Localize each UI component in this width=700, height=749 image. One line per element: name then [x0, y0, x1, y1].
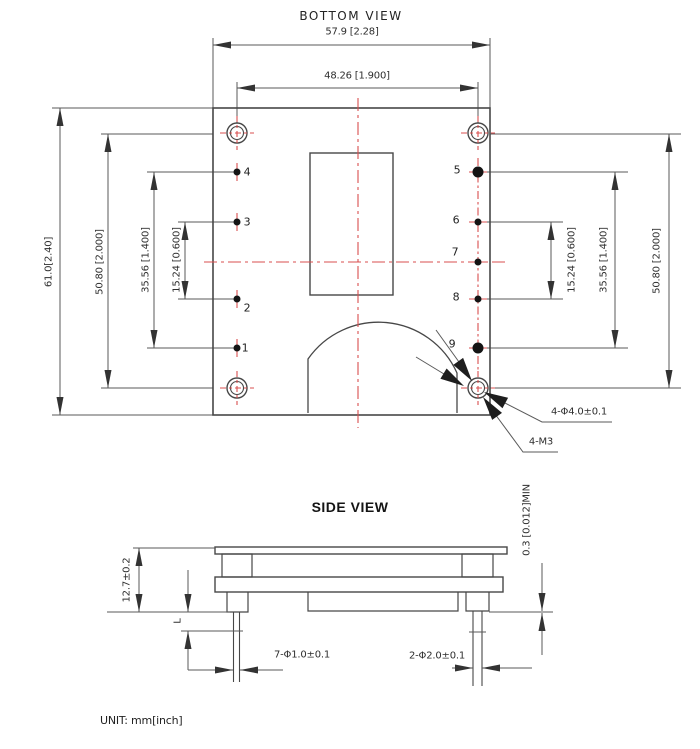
dim-standoff-min: 0.3 [0.012]MIN [521, 484, 533, 556]
bottom-view-title: BOTTOM VIEW [299, 9, 403, 23]
centerlines [204, 98, 508, 428]
center-block [308, 592, 458, 611]
side-view-linework [215, 547, 507, 686]
dim-module-height: 12.7±0.2 [121, 557, 133, 603]
pin-3-label: 3 [243, 215, 251, 229]
hole-diameter-callout: 4-Φ4.0±0.1 [550, 406, 608, 418]
right-pin [473, 611, 482, 686]
pin-3-dot [234, 219, 241, 226]
dim-overall-width: 57.9 [2.28] [325, 26, 379, 38]
leader-arrowheads [440, 358, 508, 420]
pin-6-dot [475, 219, 482, 226]
dim-hole-pitch-v-right: 50.80 [2.000] [651, 228, 663, 294]
dim-pin-span-left: 35.56 [1.400] [140, 227, 152, 293]
dome-cutout [308, 322, 457, 413]
dim-hole-pitch-h: 48.26 [1.900] [324, 70, 390, 82]
pin-5-dot [473, 167, 484, 178]
left-pin [234, 612, 240, 682]
pin-1-dot [234, 345, 241, 352]
right-pin-shoulder [466, 592, 489, 611]
pin-9-label: 9 [448, 337, 456, 351]
pin-7-label: 7 [451, 245, 459, 259]
pin-1-label: 1 [241, 341, 249, 355]
dim-pin-pitch-right: 15.24 [0.600] [566, 227, 578, 293]
side-view-title: SIDE VIEW [311, 499, 389, 515]
pin-2-label: 2 [243, 301, 251, 315]
pin-2-dot [234, 296, 241, 303]
pin-7-dot [475, 259, 482, 266]
dim-pin-span-right: 35.56 [1.400] [598, 227, 610, 293]
pin-diameter-small-callout: 7-Φ1.0±0.1 [273, 649, 331, 661]
inner-window [310, 153, 393, 295]
pin-4-dot [234, 169, 241, 176]
pin-4-label: 4 [243, 165, 251, 179]
pin-8-label: 8 [452, 290, 460, 304]
pin-6-label: 6 [452, 213, 460, 227]
dim-pin-length: L [172, 618, 184, 624]
right-spacer [462, 554, 493, 577]
pin-diameter-large-callout: 2-Φ2.0±0.1 [408, 650, 466, 662]
pin-5-label: 5 [453, 163, 461, 177]
pin-8-dot [475, 296, 482, 303]
dim-pin-pitch-left: 15.24 [0.600] [171, 227, 183, 293]
left-spacer [222, 554, 252, 577]
thread-callout: 4-M3 [528, 436, 554, 448]
unit-note: UNIT: mm[inch] [100, 714, 183, 727]
left-pin-shoulder [227, 592, 248, 612]
dim-hole-pitch-v-left: 50.80 [2.000] [94, 229, 106, 295]
top-plate [215, 547, 507, 554]
base-board [215, 577, 503, 592]
pin-9-dot [473, 343, 484, 354]
dim-overall-height: 61.0[2.40] [43, 236, 55, 288]
